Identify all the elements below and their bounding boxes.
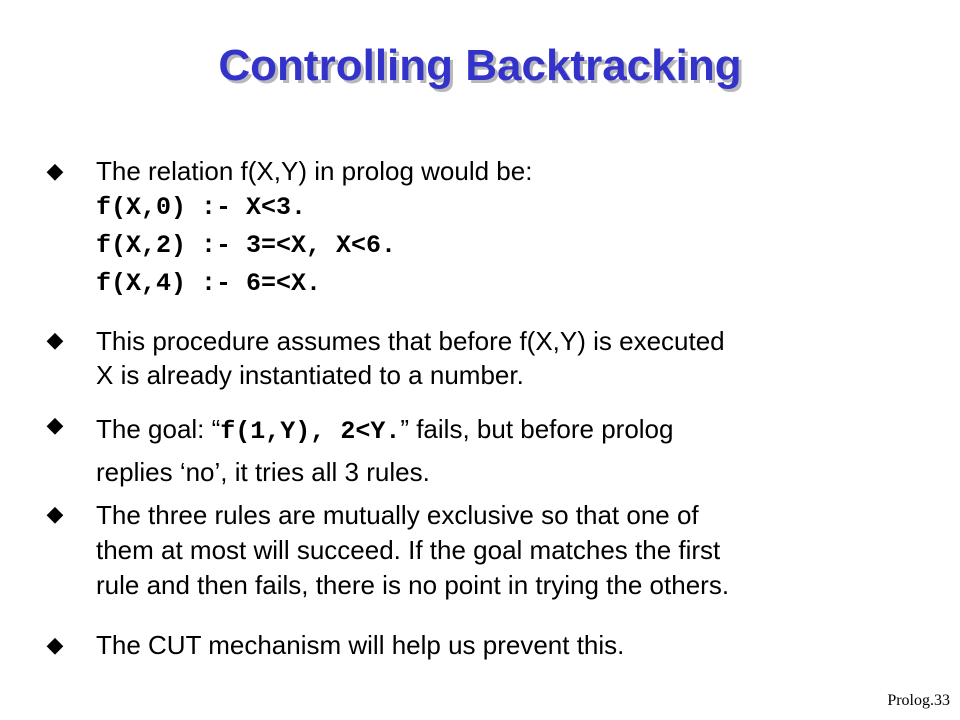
bullet-line: This procedure assumes that before f(X,Y) is executed	[96, 326, 725, 356]
bullet-cut	[40, 629, 920, 661]
code-line: f(X,2) :- 3=<X, X<6.	[96, 231, 397, 260]
goal-prefix: The goal: “	[96, 414, 221, 444]
bullet-goal	[40, 409, 920, 492]
bullet-content	[96, 324, 920, 392]
bullet-line: The three rules are mutually exclusive so that one of	[96, 500, 699, 530]
bullet-line: them at most will succeed. If the goal matches the first	[96, 535, 721, 565]
goal-code: f(1,Y), 2<Y.	[220, 417, 401, 446]
bullet-content	[96, 155, 920, 303]
bullet-line: X is already instantiated to a number.	[96, 360, 524, 390]
bullet-text: The CUT mechanism will help us prevent this.	[96, 630, 625, 660]
bullet-content	[96, 498, 920, 603]
bullet-content	[96, 409, 920, 492]
bullet-line	[96, 409, 920, 452]
slide-number: Prolog.33	[887, 692, 950, 709]
diamond-bullet-icon: ◆	[46, 501, 64, 526]
code-line: f(X,0) :- X<3.	[96, 193, 307, 222]
goal-suffix: ” fails, but before prolog	[400, 414, 674, 444]
bullet-line: replies ‘no’, it tries all 3 rules.	[96, 457, 430, 487]
bullet-assumption	[40, 324, 920, 392]
diamond-bullet-icon: ◆	[46, 412, 64, 437]
bullet-text: The relation f(X,Y) in prolog would be:	[96, 156, 533, 186]
code-line: f(X,4) :- 6=<X.	[96, 269, 322, 298]
bullet-mutually-exclusive	[40, 498, 920, 603]
slide-title: Controlling Backtracking	[218, 41, 742, 90]
diamond-bullet-icon: ◆	[46, 327, 64, 352]
code-block	[96, 189, 920, 303]
diamond-bullet-icon: ◆	[46, 632, 64, 657]
diamond-bullet-icon: ◆	[46, 158, 64, 183]
bullet-content	[96, 629, 920, 661]
bullet-line: rule and then fails, there is no point in trying the others.	[96, 570, 730, 600]
bullet-relation	[40, 155, 920, 303]
